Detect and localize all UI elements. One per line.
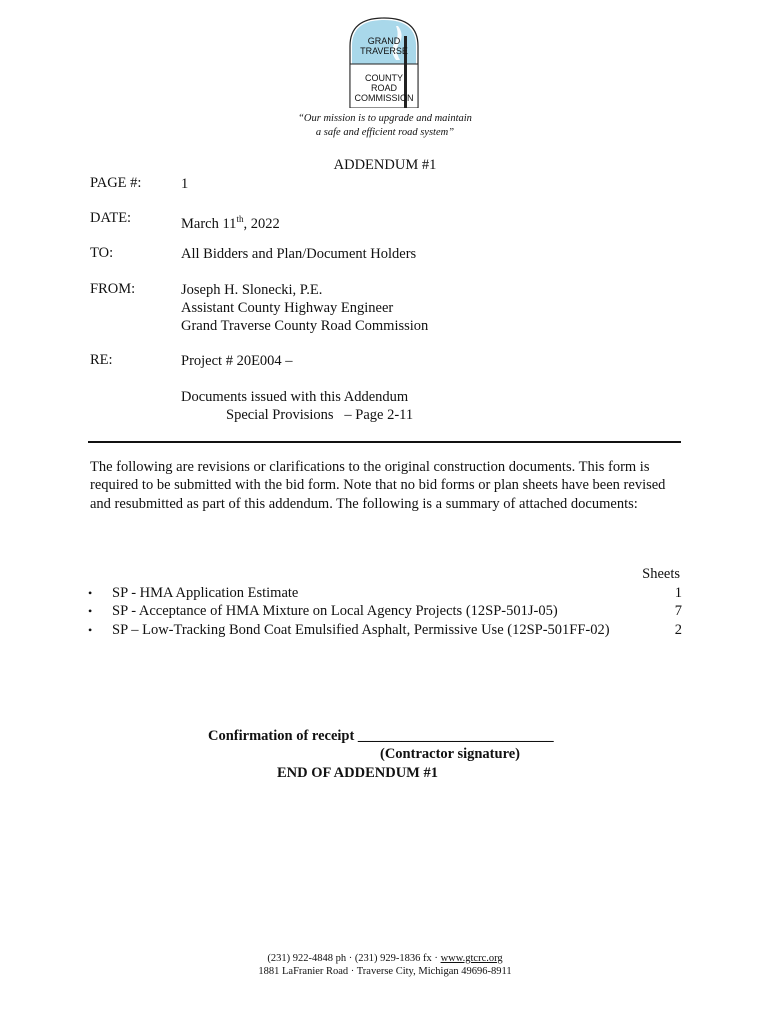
logo-line-commission: COMMISSION	[354, 93, 414, 103]
logo-line-grand: GRAND	[367, 36, 401, 46]
website-link[interactable]: www.gtcrc.org	[440, 953, 503, 964]
contractor-signature-label: (Contractor signature)	[380, 746, 521, 762]
to-value: All Bidders and Plan/Document Holders	[181, 246, 417, 262]
re-label: RE:	[90, 352, 113, 368]
logo-line-county: COUNTY	[365, 73, 403, 83]
from-label: FROM:	[90, 281, 136, 297]
footer-contact	[0, 952, 770, 965]
to-label: TO:	[90, 245, 114, 261]
footer-phone: (231) 922-4848 ph · (231) 929-1836 fx ·	[267, 953, 441, 964]
bullet-icon: •	[88, 586, 93, 600]
document-title: ADDENDUM #1	[333, 157, 437, 173]
logo-line-traverse: TRAVERSE	[360, 46, 408, 56]
list-item	[88, 584, 682, 602]
attachment-title: SP – Low-Tracking Bond Coat Emulsified Asphalt, Permissive Use (12SP-501FF-02)	[112, 621, 610, 638]
from-organization: Grand Traverse County Road Commission	[181, 318, 429, 334]
attachment-sheets: 2	[674, 621, 682, 638]
date-value-main: March 11	[181, 215, 237, 232]
page-label: PAGE #:	[90, 175, 142, 191]
documents-heading: Documents issued with this Addendum	[181, 389, 409, 405]
sheets-header: Sheets	[642, 566, 680, 582]
re-value: Project # 20E004 –	[181, 353, 293, 369]
bullet-icon: •	[88, 604, 93, 619]
mission-line-2: a safe and efficient road system”	[315, 127, 455, 138]
bullet-icon: •	[88, 622, 93, 637]
date-value-year: , 2022	[243, 215, 280, 232]
body-paragraph: The following are revisions or clarifications to the original construction documents. This form is required to be submitted with the bid form. Note that no bid forms or plan sheets have been revised and resubmitted as part of this addendum. The following is a summary of attached documents:	[90, 459, 666, 512]
section-divider	[88, 441, 681, 443]
logo-line-road: ROAD	[370, 83, 397, 93]
gtcrc-logo	[348, 16, 420, 108]
end-of-addendum: END OF ADDENDUM #1	[277, 765, 438, 781]
attachments-list	[88, 584, 682, 639]
from-title: Assistant County Highway Engineer	[181, 300, 394, 316]
date-label: DATE:	[90, 210, 132, 226]
from-name: Joseph H. Slonecki, P.E.	[181, 282, 323, 298]
mission-line-1: “Our mission is to upgrade and maintain	[298, 113, 472, 124]
attachment-sheets: 7	[674, 603, 682, 620]
attachment-title: SP - HMA Application Estimate	[112, 585, 299, 601]
documents-item: Special Provisions – Page 2-11	[226, 407, 414, 423]
list-item	[88, 602, 682, 620]
page-value: 1	[181, 176, 189, 192]
attachment-sheets: 1	[674, 585, 682, 601]
footer-address: 1881 LaFranier Road · Traverse City, Michigan 49696-8911	[258, 966, 512, 977]
attachment-title: SP - Acceptance of HMA Mixture on Local Agency Projects (12SP-501J-05)	[112, 603, 558, 620]
confirmation-of-receipt: Confirmation of receipt ___________________________	[208, 728, 554, 744]
list-item	[88, 621, 682, 639]
date-value-suffix: th	[236, 214, 244, 224]
date-value	[181, 210, 280, 233]
